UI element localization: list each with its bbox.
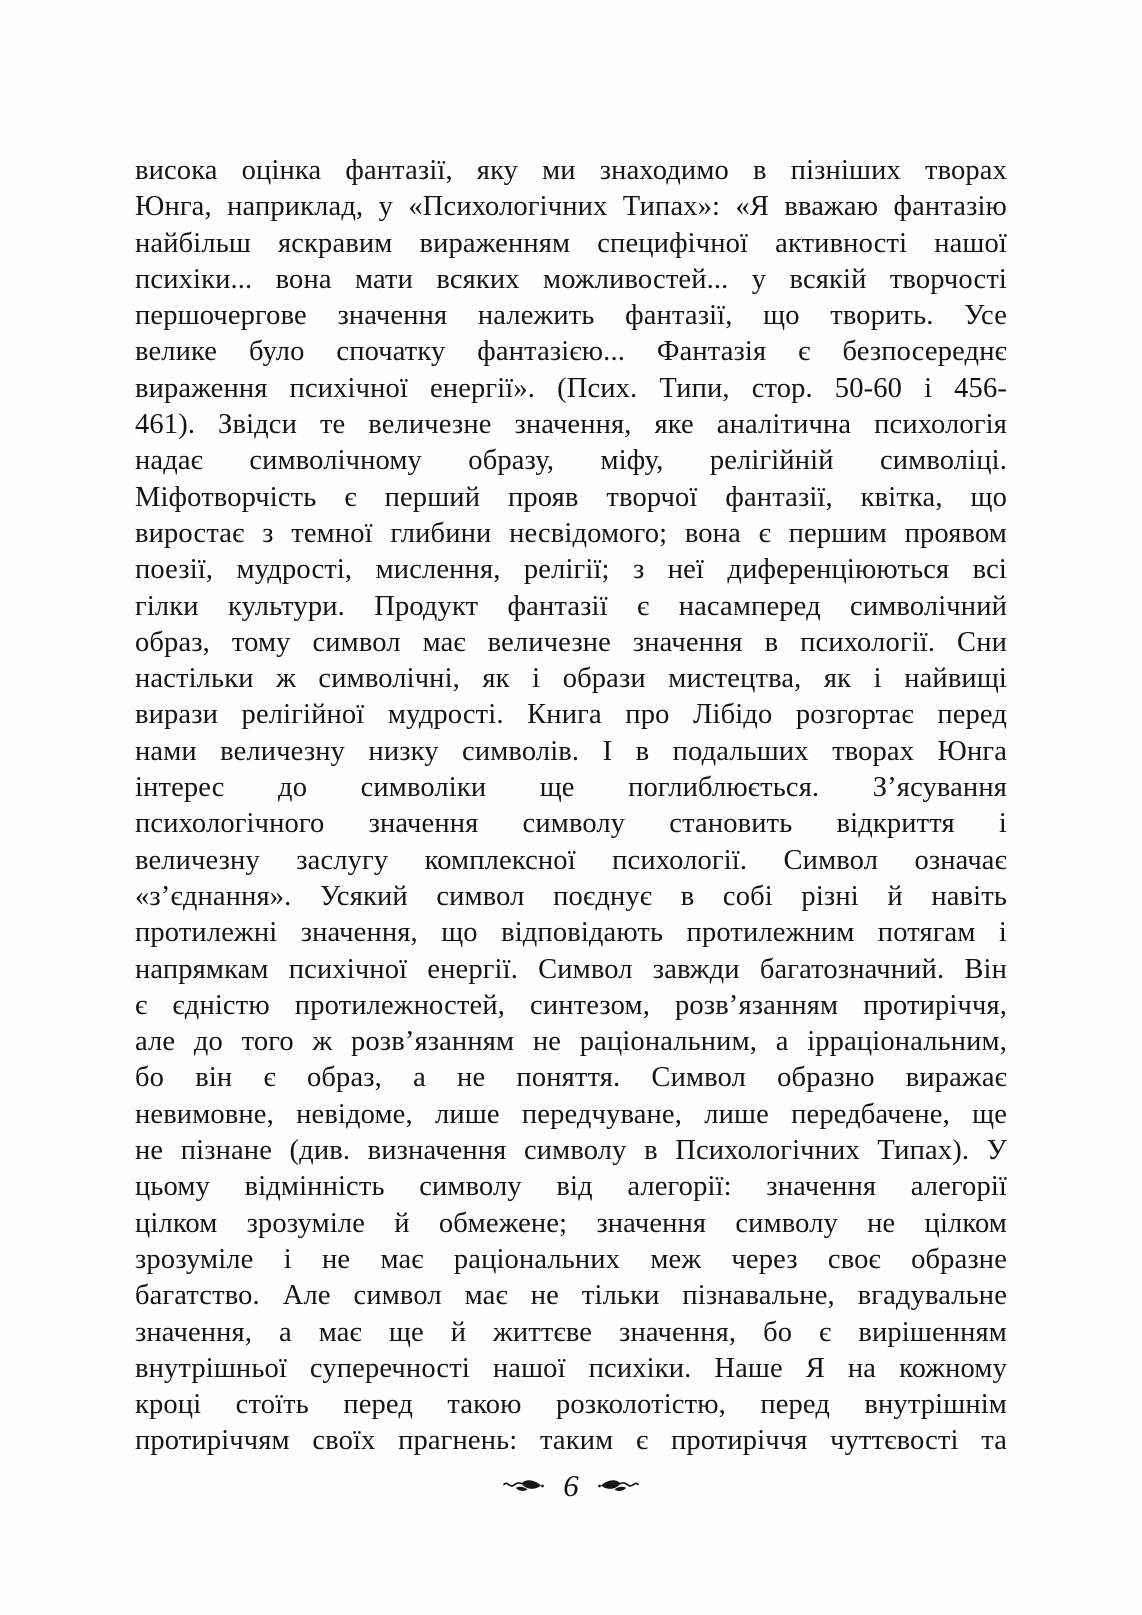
text-line: Юнга, наприклад, у «Психологічних Типах»: «Я вважаю фантазію — [135, 191, 1007, 223]
text-line: поезії, мудрості, мислення, релігії; з неї диференціюються всі — [135, 554, 1007, 586]
body-text — [135, 153, 1007, 1460]
text-line: настільки ж символічні, як і образи мистецтва, як і найвищі — [135, 663, 1007, 695]
text-line: образ, тому символ має величезне значення в психології. Сни — [135, 626, 1007, 658]
text-line: велике було спочатку фантазією... Фантазія є безпосереднє — [135, 336, 1007, 368]
text-line: цілком зрозуміле й обмежене; значення символу не цілком — [135, 1207, 1007, 1239]
text-line: але до того ж розв’язанням не раціональним, а ірраціональним, — [135, 1026, 1007, 1058]
text-line: не пізнане (див. визначення символу в Психологічних Типах). У — [135, 1135, 1007, 1167]
text-line: першочергове значення належить фантазії, що творить. Усе — [135, 300, 1007, 332]
text-line: зрозуміле і не має раціональних меж через своє образне — [135, 1243, 1007, 1275]
text-line: внутрішньої суперечності нашої психіки. Наше Я на кожному — [135, 1352, 1007, 1384]
text-line: напрямкам психічної енергії. Символ завжди багатозначний. Він — [135, 953, 1007, 985]
text-line: невимовне, невідоме, лише передчуване, лише передбачене, ще — [135, 1098, 1007, 1130]
text-line: 461). Звідси те величезне значення, яке аналітична психологія — [135, 409, 1007, 441]
text-line: багатство. Але символ має не тільки пізнавальне, вгадувальне — [135, 1280, 1007, 1312]
text-line: «з’єднання». Усякий символ поєднує в собі різні й навіть — [135, 880, 1007, 912]
text-line: кроці стоїть перед такою розколотістю, перед внутрішнім — [135, 1389, 1007, 1421]
text-line: значення, а має ще й життєве значення, бо є вирішенням — [135, 1316, 1007, 1348]
text-line: цьому відмінність символу від алегорії: значення алегорії — [135, 1171, 1007, 1203]
text-line: висока оцінка фантазії, яку ми знаходимо в пізніших творах — [135, 155, 1007, 186]
fleuron-left-icon — [503, 1477, 545, 1495]
text-line: психологічного значення символу становить відкриття і — [135, 808, 1007, 840]
text-line: найбільш яскравим вираженням специфічної активності нашої — [135, 227, 1007, 259]
text-line: надає символічному образу, міфу, релігійній символіці. — [135, 445, 1007, 477]
text-line: виростає з темної глибини несвідомого; вона є першим проявом — [135, 517, 1007, 549]
text-line: є єдністю протилежностей, синтезом, розв’язанням протиріччя, — [135, 989, 1007, 1021]
text-line: нами величезну низку символів. І в подальших творах Юнга — [135, 735, 1007, 767]
text-line: вираження психічної енергії». (Псих. Типи, стор. 50-60 і 456- — [135, 372, 1007, 404]
text-line: величезну заслугу комплексної психології. Символ означає — [135, 844, 1007, 876]
text-line: протиріччям своїх прагнень: таким є протиріччя чуттєвості та — [135, 1425, 1007, 1457]
page-number: 6 — [563, 1468, 579, 1503]
text-line: вирази релігійної мудрості. Книга про Лібідо розгортає перед — [135, 699, 1007, 731]
text-line: бо він є образ, а не поняття. Символ образно виражає — [135, 1062, 1007, 1094]
text-line: психіки... вона мати всяких можливостей... у всякій творчості — [135, 263, 1007, 295]
text-line: інтерес до символіки ще поглиблюється. З’ясування — [135, 772, 1007, 804]
fleuron-right-icon — [597, 1477, 639, 1495]
page-footer — [0, 1470, 1142, 1501]
text-line: гілки культури. Продукт фантазії є насамперед символічний — [135, 590, 1007, 622]
text-line: протилежні значення, що відповідають протилежним потягам і — [135, 917, 1007, 949]
text-line: Міфотворчість є перший прояв творчої фантазії, квітка, що — [135, 481, 1007, 513]
